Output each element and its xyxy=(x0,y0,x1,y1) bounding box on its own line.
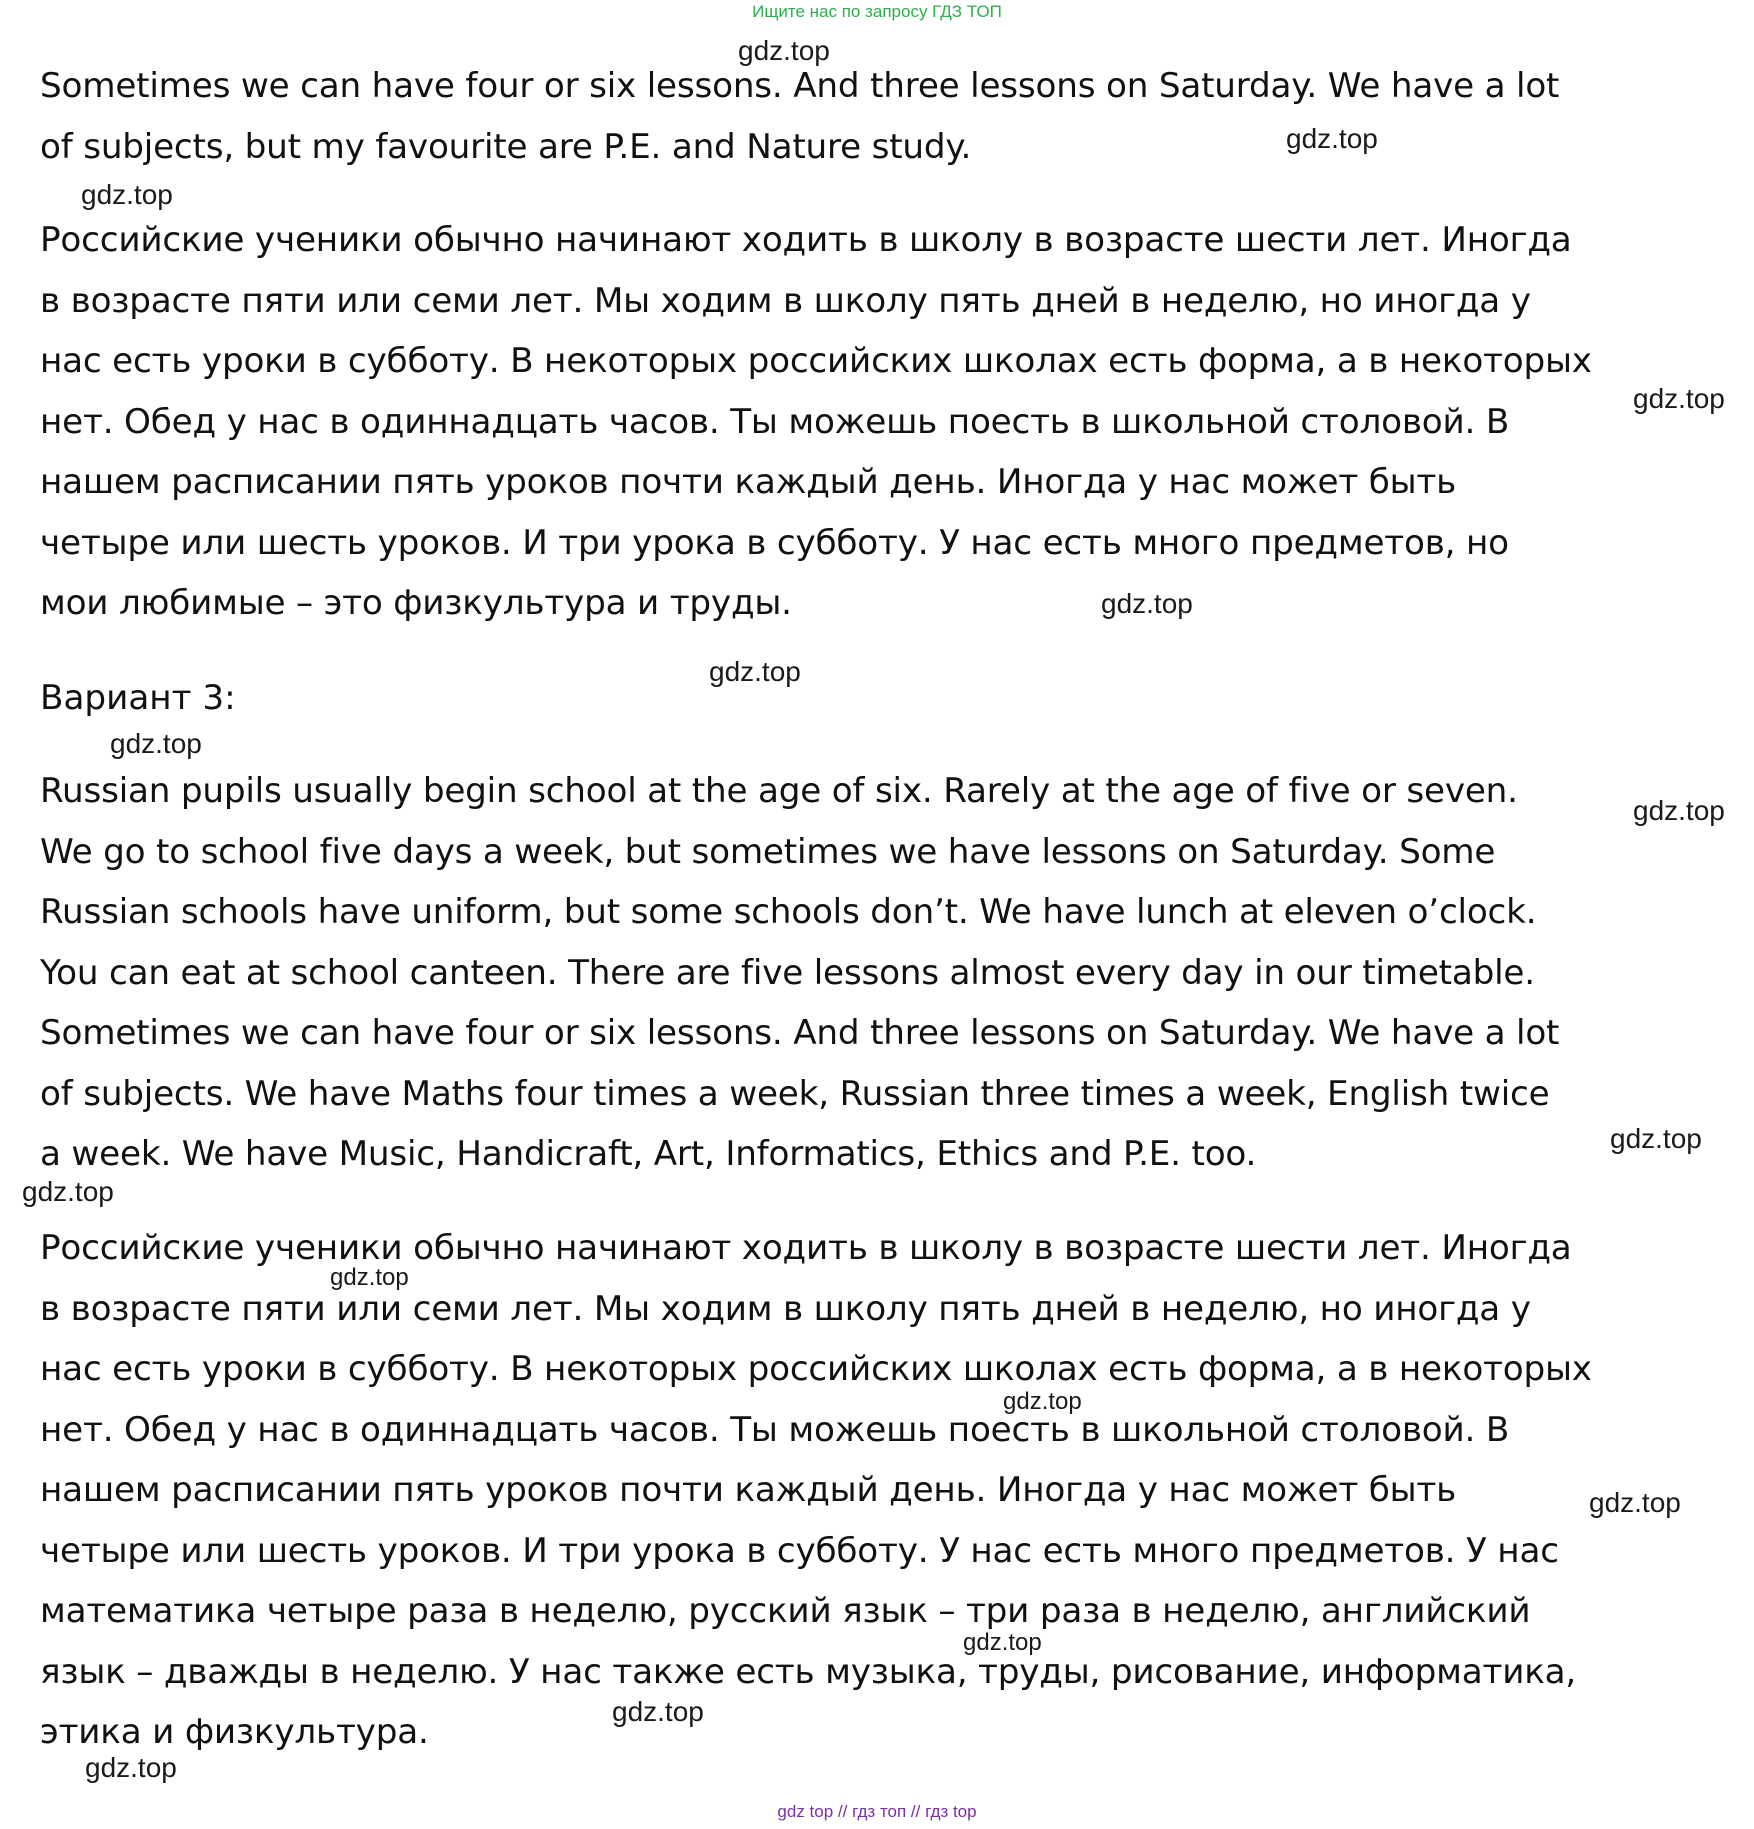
watermark: gdz.top xyxy=(1286,123,1378,154)
watermark: gdz.top xyxy=(612,1696,704,1727)
text-line: Russian pupils usually begin school at the age of six. Rarely at the age of five or seven. xyxy=(40,771,1518,811)
footer-watermark: gdz top // гдз топ // гдз top xyxy=(777,1802,977,1821)
text-line: Sometimes we can have four or six lessons. And three lessons on Saturday. We have a lot xyxy=(40,1013,1560,1053)
watermark: gdz.top xyxy=(85,1752,177,1783)
text-line: You can eat at school canteen. There are five lessons almost every day in our timetable. xyxy=(40,952,1535,993)
watermark: gdz.top xyxy=(1633,795,1725,826)
english-paragraph-continuation xyxy=(40,56,1730,177)
watermark: gdz.top xyxy=(1101,588,1193,619)
text-line: нашем расписании пять уроков почти каждый день. Иногда у нас может быть xyxy=(40,1470,1457,1510)
watermark: gdz.top xyxy=(81,179,173,210)
text-line: Russian schools have uniform, but some schools don’t. We have lunch at eleven o’clock. xyxy=(40,892,1537,932)
russian-paragraph-variant-3 xyxy=(40,1218,1730,1763)
english-paragraph-variant-3 xyxy=(40,761,1730,1185)
text-line: в возрасте пяти или семи лет. Мы ходим в школу пять дней в неделю, но иногда у xyxy=(40,1288,1531,1329)
text-line: We go to school five days a week, but sometimes we have lessons on Saturday. Some xyxy=(40,831,1496,872)
watermark: gdz.top xyxy=(1003,1388,1082,1415)
text-line: нет. Обед у нас в одиннадцать часов. Ты можешь поесть в школьной столовой. В xyxy=(40,1409,1510,1450)
watermark: gdz.top xyxy=(963,1629,1042,1656)
text-line: язык – дважды в неделю. У нас также есть музыка, труды, рисование, информатика, xyxy=(40,1651,1577,1692)
russian-paragraph-variant-2 xyxy=(40,210,1730,634)
text-line: нет. Обед у нас в одиннадцать часов. Ты можешь поесть в школьной столовой. В xyxy=(40,401,1510,442)
watermark: gdz.top xyxy=(1610,1123,1702,1154)
text-line: математика четыре раза в неделю, русский язык – три раза в неделю, английский xyxy=(40,1591,1531,1631)
watermark: gdz.top xyxy=(1589,1487,1681,1518)
watermark: gdz.top xyxy=(738,35,830,66)
text-line: of subjects. We have Maths four times a week, Russian three times a week, English twice xyxy=(40,1073,1550,1114)
watermark: gdz.top xyxy=(330,1264,409,1291)
text-line: Российские ученики обычно начинают ходить в школу в возрасте шести лет. Иногда xyxy=(40,1228,1572,1268)
text-line: четыре или шесть уроков. И три урока в субботу. У нас есть много предметов, но xyxy=(40,522,1509,563)
text-line: нашем расписании пять уроков почти каждый день. Иногда у нас может быть xyxy=(40,462,1457,502)
variant-3-heading: Вариант 3: xyxy=(40,678,236,718)
top-banner: Ищите нас по запросу ГДЗ ТОП xyxy=(752,2,1002,21)
text-line: Российские ученики обычно начинают ходить в школу в возрасте шести лет. Иногда xyxy=(40,220,1572,260)
text-line: Sometimes we can have four or six lessons. And three lessons on Saturday. We have a lot xyxy=(40,66,1560,106)
text-line: a week. We have Music, Handicraft, Art, Informatics, Ethics and P.E. too. xyxy=(40,1134,1257,1174)
text-line: четыре или шесть уроков. И три урока в субботу. У нас есть много предметов. У нас xyxy=(40,1530,1559,1571)
text-line: нас есть уроки в субботу. В некоторых российских школах есть форма, а в некоторых xyxy=(40,341,1592,381)
text-line: of subjects, but my favourite are P.E. and Nature study. xyxy=(40,126,972,167)
text-line: этика и физкультура. xyxy=(40,1712,429,1752)
watermark: gdz.top xyxy=(22,1176,114,1207)
text-line: в возрасте пяти или семи лет. Мы ходим в школу пять дней в неделю, но иногда у xyxy=(40,280,1531,321)
watermark: gdz.top xyxy=(1633,383,1725,414)
text-line: мои любимые – это физкультура и труды. xyxy=(40,583,792,623)
text-line: нас есть уроки в субботу. В некоторых российских школах есть форма, а в некоторых xyxy=(40,1349,1592,1389)
watermark: gdz.top xyxy=(709,656,801,687)
watermark: gdz.top xyxy=(110,728,202,759)
